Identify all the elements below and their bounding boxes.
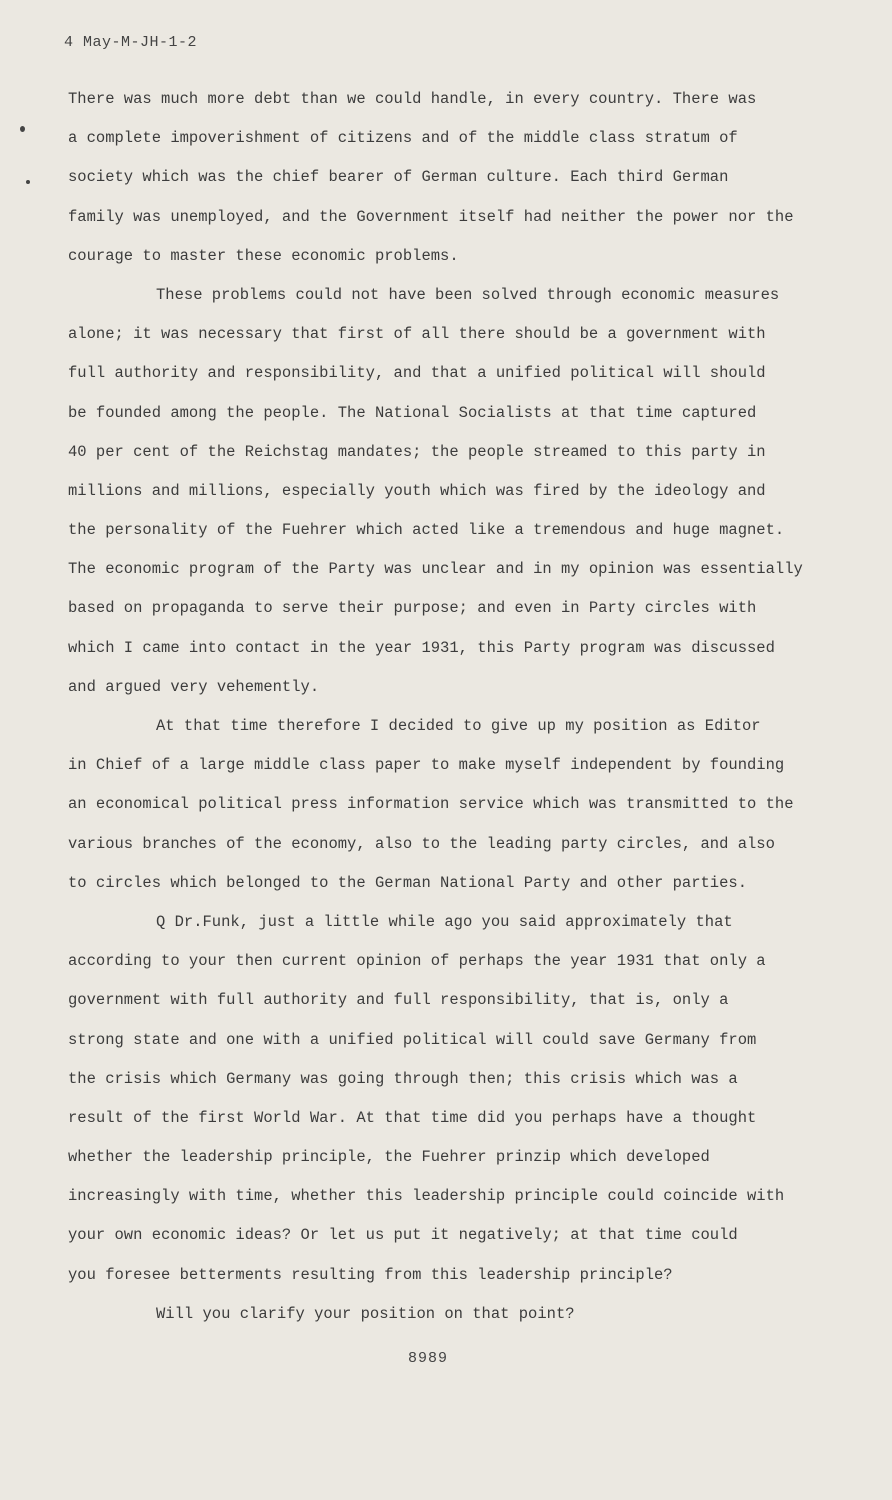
text-line: based on propaganda to serve their purpose; and even in Party circles with xyxy=(68,599,757,618)
text-line: government with full authority and full responsibility, that is, only a xyxy=(68,991,729,1010)
paragraph-start-line: At that time therefore I decided to give up my position as Editor xyxy=(156,717,761,735)
paragraph-start-line: These problems could not have been solved through economic measures xyxy=(156,285,780,304)
paragraph-start-line: Will you clarify your position on that point? xyxy=(156,1304,575,1323)
text-line: a complete impoverishment of citizens and of the middle class stratum of xyxy=(68,129,738,148)
question-start-line: Q Dr.Funk, just a little while ago you said approximately that xyxy=(156,912,733,931)
text-line: There was much more debt than we could handle, in every country. There was xyxy=(68,90,757,108)
text-line: result of the first World War. At that time did you perhaps have a thought xyxy=(68,1108,757,1127)
text-line: society which was the chief bearer of German culture. Each third German xyxy=(68,168,729,187)
text-line: full authority and responsibility, and that a unified political will should xyxy=(68,364,766,383)
text-line: courage to master these economic problems. xyxy=(68,246,459,265)
text-line: you foresee betterments resulting from this leadership principle? xyxy=(68,1265,673,1284)
text-line: according to your then current opinion of perhaps the year 1931 that only a xyxy=(68,952,766,971)
text-line: be founded among the people. The National Socialists at that time captured xyxy=(68,403,757,422)
text-line: alone; it was necessary that first of all there should be a government with xyxy=(68,325,766,344)
transcript-body xyxy=(68,80,838,1334)
text-line: in Chief of a large middle class paper to make myself independent by founding xyxy=(68,756,785,775)
punch-mark-bottom xyxy=(26,180,30,184)
text-line: whether the leadership principle, the Fuehrer prinzip which developed xyxy=(68,1148,710,1167)
text-line: family was unemployed, and the Government itself had neither the power nor the xyxy=(68,207,794,226)
punch-mark-top xyxy=(20,126,25,132)
text-line: which I came into contact in the year 1931, this Party program was discussed xyxy=(68,638,775,657)
text-line: the crisis which Germany was going through then; this crisis which was a xyxy=(68,1069,738,1088)
page-reference: 4 May-M-JH-1-2 xyxy=(64,34,198,51)
text-line: increasingly with time, whether this leadership principle could coincide with xyxy=(68,1187,785,1206)
text-line: various branches of the economy, also to the leading party circles, and also xyxy=(68,834,775,853)
text-line: the personality of the Fuehrer which acted like a tremendous and huge magnet. xyxy=(68,521,785,540)
page-number: 8989 xyxy=(408,1350,449,1367)
text-line: strong state and one with a unified political will could save Germany from xyxy=(68,1030,757,1049)
text-line: and argued very vehemently. xyxy=(68,677,320,696)
text-line: your own economic ideas? Or let us put it negatively; at that time could xyxy=(68,1226,738,1245)
text-line: to circles which belonged to the German National Party and other parties. xyxy=(68,873,748,892)
text-line: an economical political press information service which was transmitted to the xyxy=(68,795,794,814)
text-line: 40 per cent of the Reichstag mandates; the people streamed to this party in xyxy=(68,442,766,461)
text-line: millions and millions, especially youth which was fired by the ideology and xyxy=(68,481,766,500)
text-line: The economic program of the Party was unclear and in my opinion was essentially xyxy=(68,560,803,579)
